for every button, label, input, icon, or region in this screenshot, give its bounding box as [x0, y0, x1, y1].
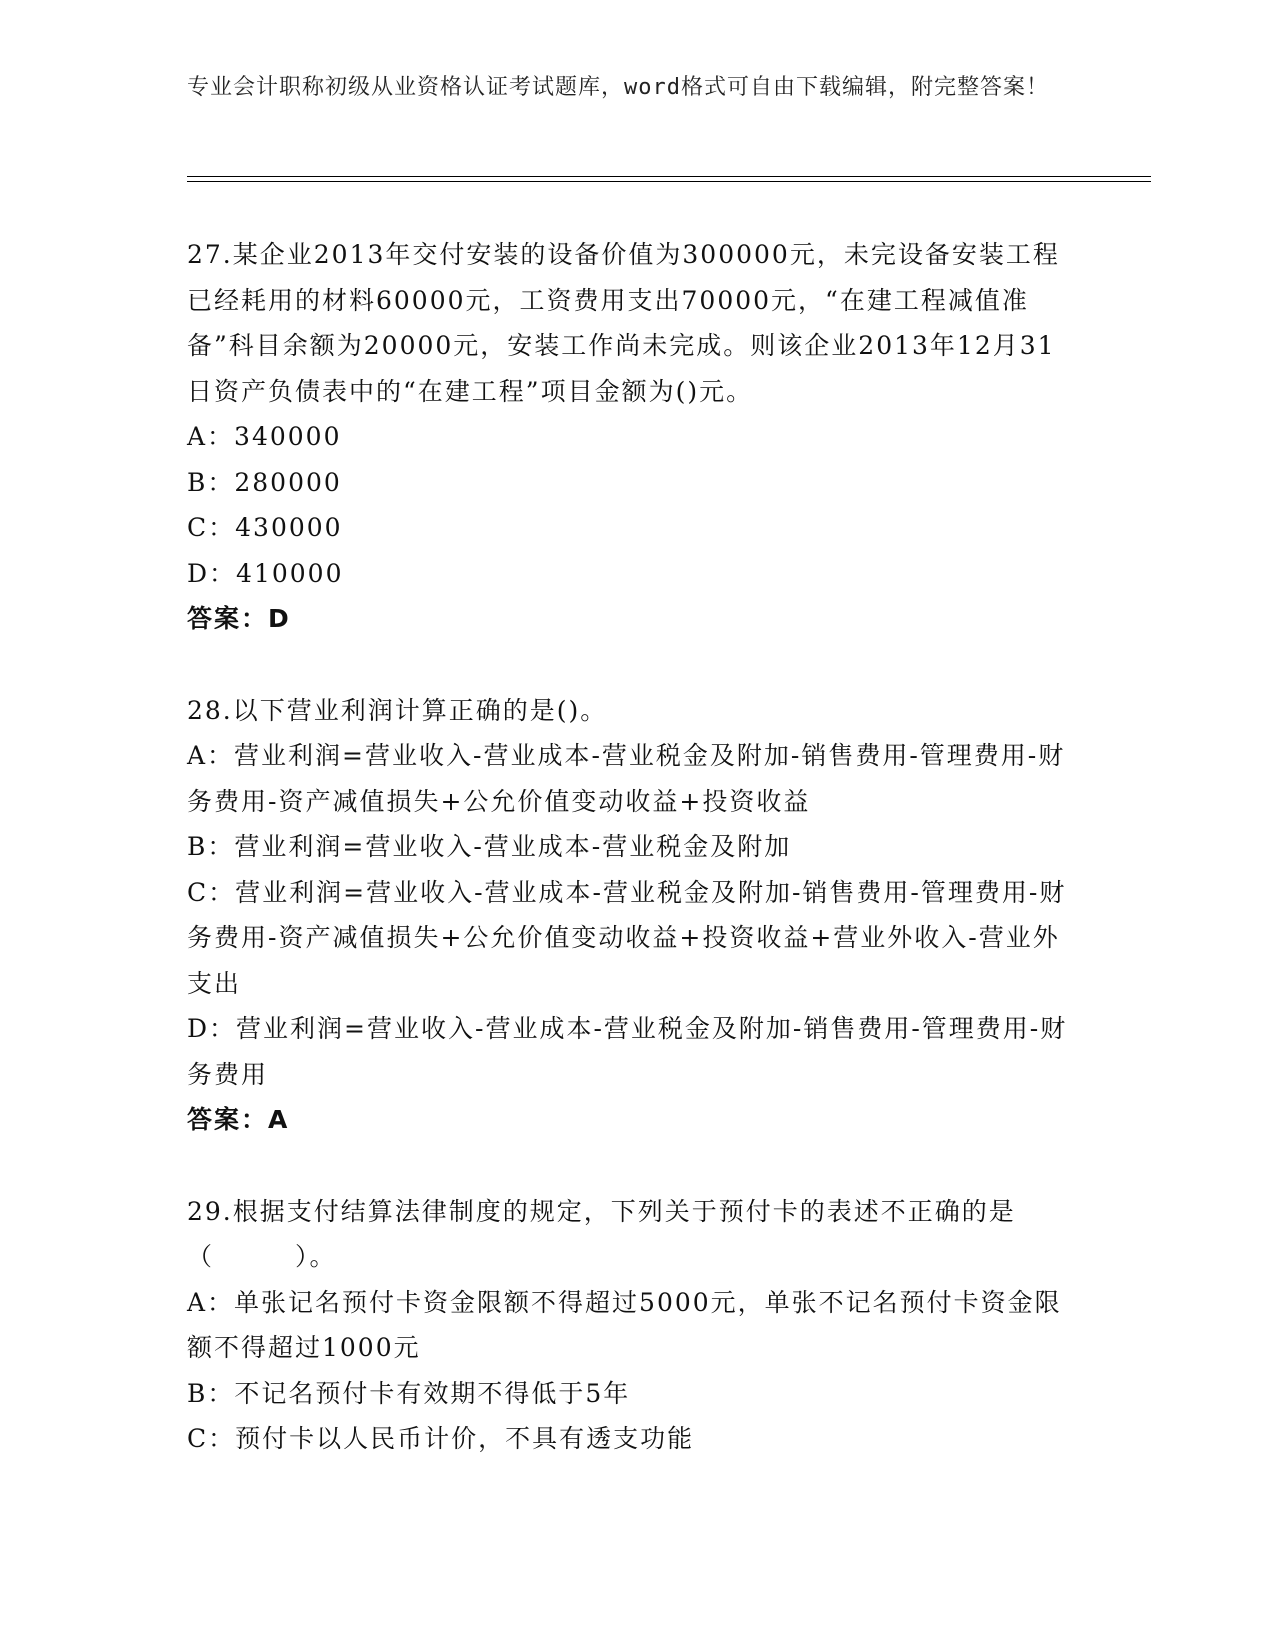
option-b: B：不记名预付卡有效期不得低于5年	[187, 1378, 631, 1408]
question-stem: 29.根据支付结算法律制度的规定，下列关于预付卡的表述不正确的是（ ）。	[187, 1196, 1016, 1271]
option-a: A：单张记名预付卡资金限额不得超过5000元，单张不记名预付卡资金限额不得超过1000元	[187, 1287, 1062, 1362]
answer-line: 答案：A	[187, 1105, 290, 1134]
question-29	[187, 1189, 1077, 1462]
header-divider	[187, 176, 1151, 182]
answer-line: 答案：D	[187, 604, 291, 633]
option-c: C：430000	[187, 513, 343, 542]
option-d: D：营业利润=营业收入-营业成本-营业税金及附加-销售费用-管理费用-财务费用	[187, 1014, 1068, 1089]
option-d: D：410000	[187, 558, 344, 588]
option-a: A：营业利润=营业收入-营业成本-营业税金及附加-销售费用-管理费用-财务费用-资产减值损失+公允价值变动收益+投资收益	[187, 741, 1066, 816]
question-stem: 28.以下营业利润计算正确的是()。	[187, 695, 608, 725]
question-list	[187, 232, 1077, 1508]
option-c: C：营业利润=营业收入-营业成本-营业税金及附加-销售费用-管理费用-财务费用-资产减值损失+公允价值变动收益+投资收益+营业外收入-营业外支出	[187, 877, 1067, 998]
option-c: C：预付卡以人民币计价，不具有透支功能	[187, 1424, 695, 1453]
document-header	[187, 72, 1067, 103]
option-a: A：340000	[187, 422, 342, 451]
option-b: B：280000	[187, 467, 342, 497]
question-stem: 27.某企业2013年交付安装的设备价值为300000元，未完设备安装工程已经耗用的材料60000元，工资费用支出70000元，“在建工程减值准备”科目余额为20000元，安装工作尚未完成。则该企业2013年12月31日资产负债表中的“在建工程”项目金额为()元。	[187, 240, 1060, 406]
header-text: 专业会计职称初级从业资格认证考试题库，word格式可自由下载编辑，附完整答案！	[187, 75, 1049, 100]
question-28	[187, 688, 1077, 1143]
question-27	[187, 232, 1077, 642]
option-b: B：营业利润=营业收入-营业成本-营业税金及附加	[187, 832, 792, 861]
